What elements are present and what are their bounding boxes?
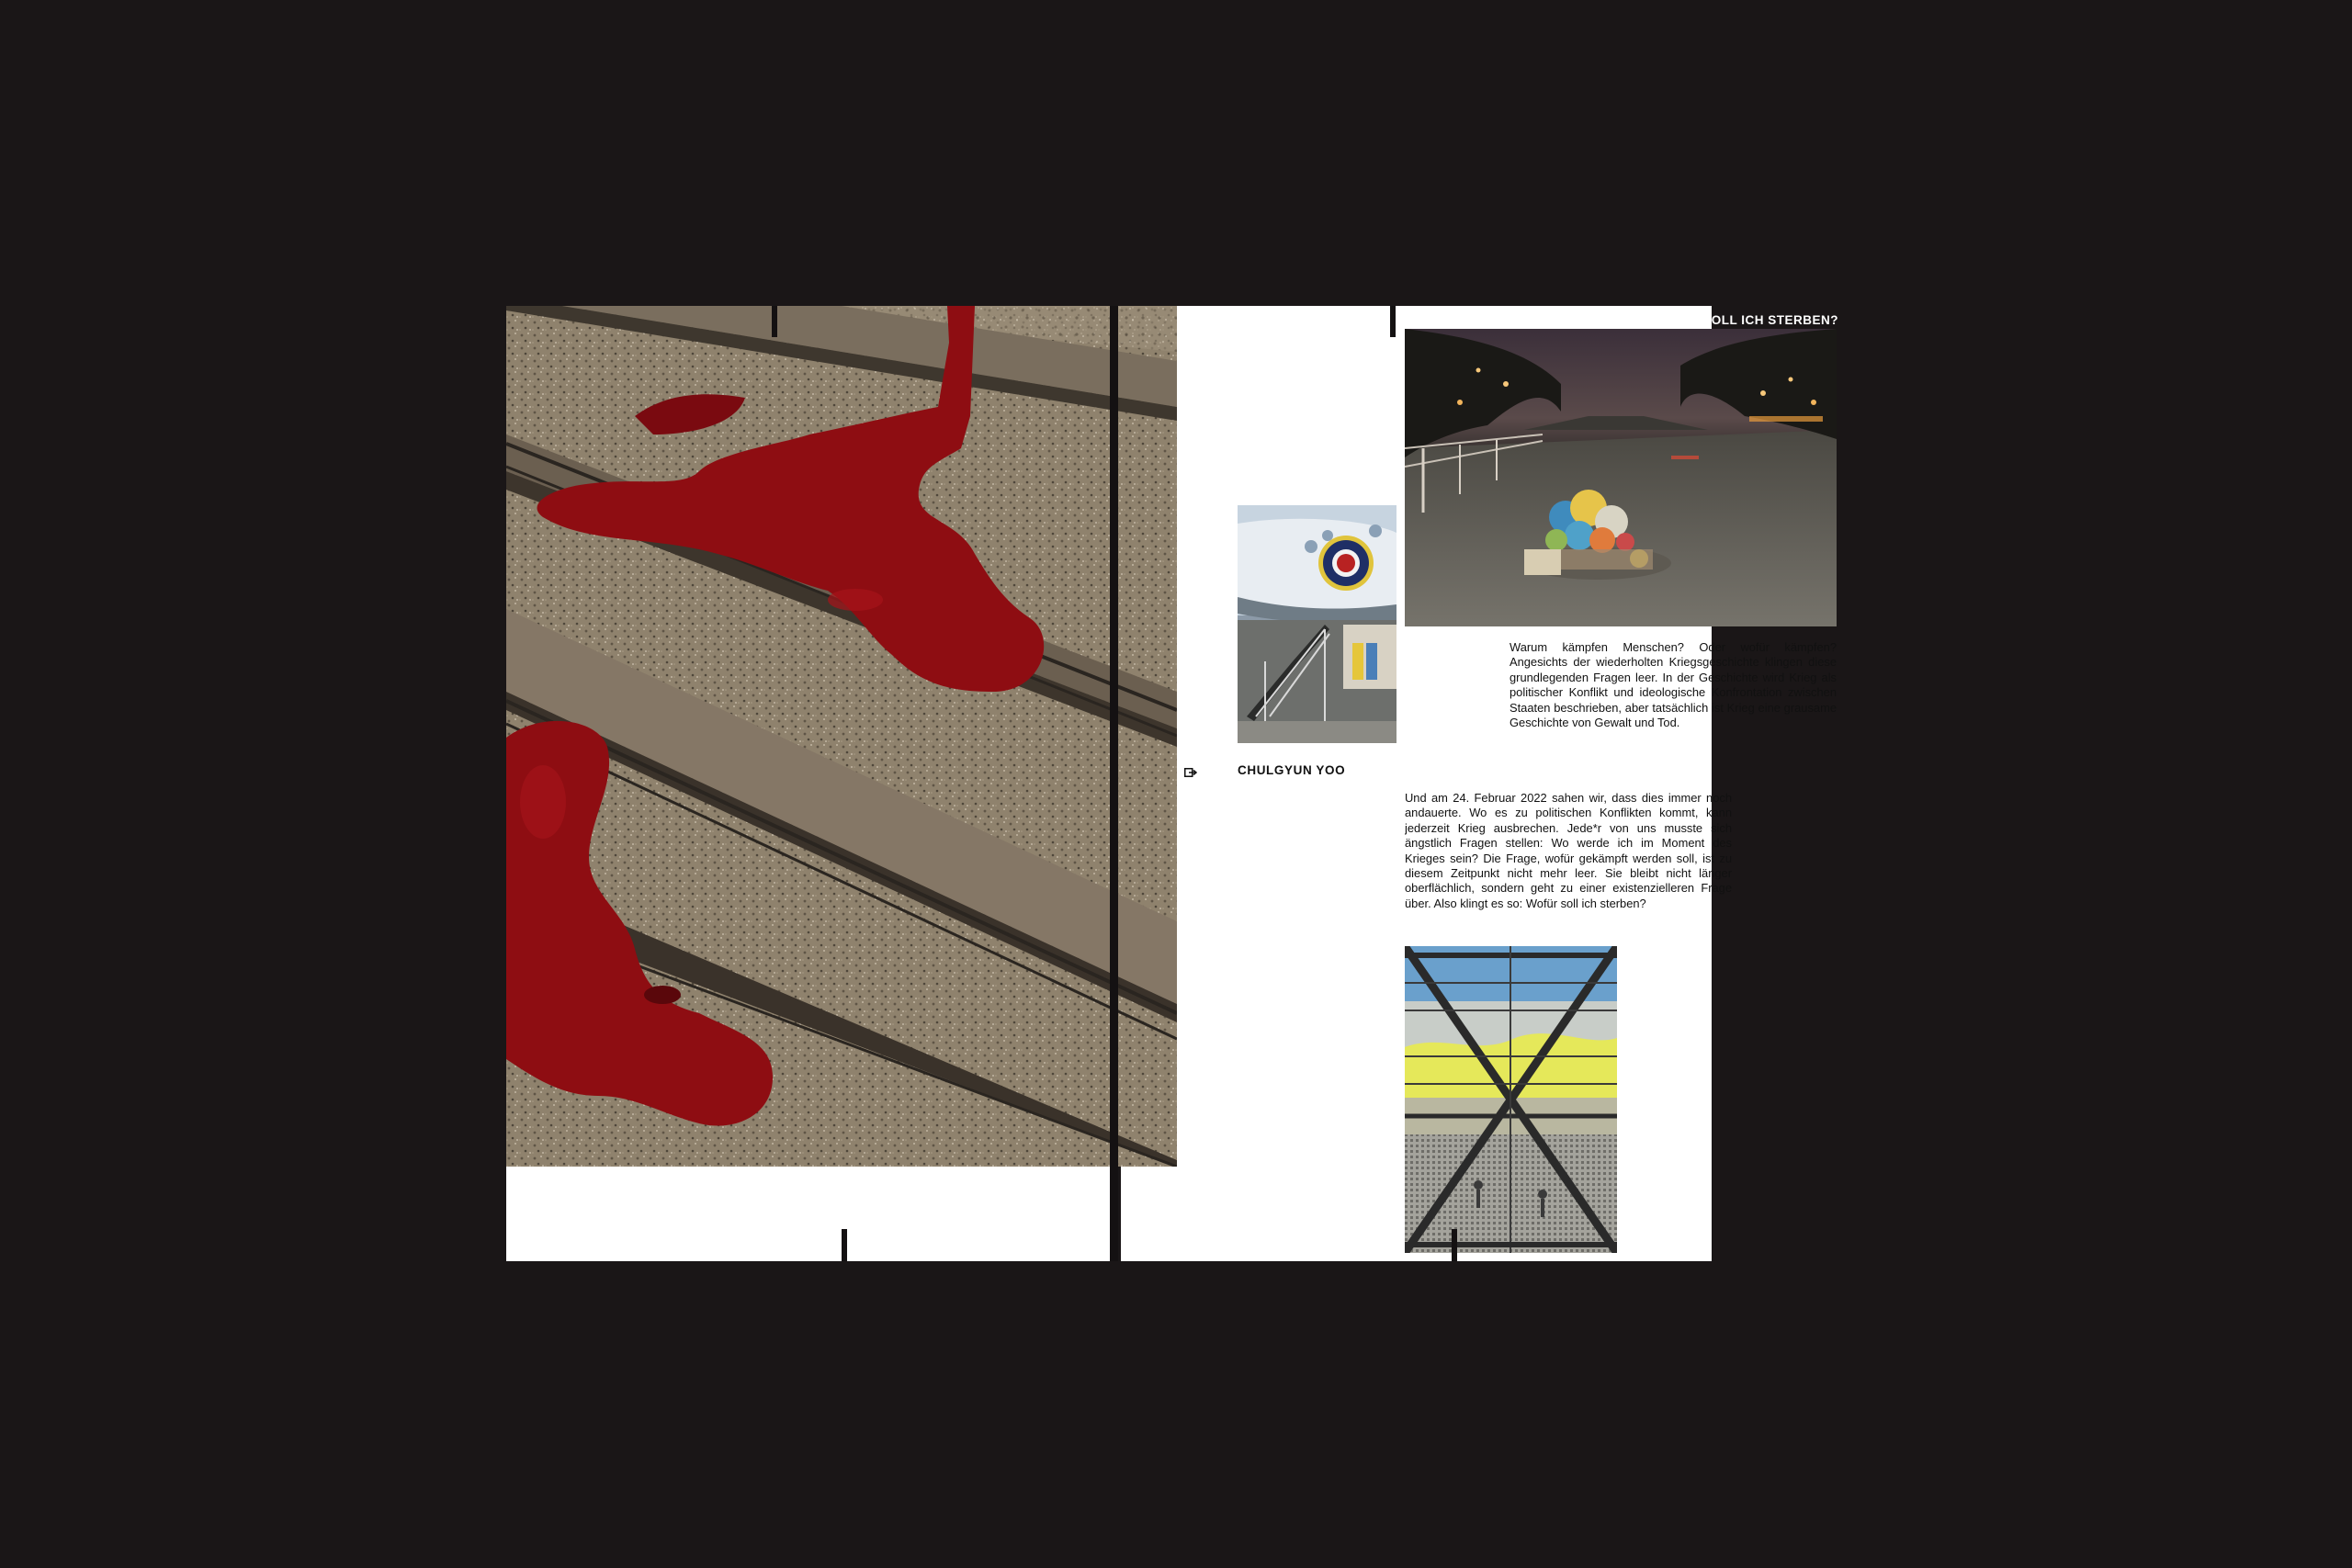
paragraph-intro: [1510, 640, 1837, 750]
tick-mark-top-right: [1390, 306, 1396, 337]
paragraph-intro-text: Warum kämpfen Menschen? Oder wofür kämpfen? Angesichts der wiederholten Kriegsgeschichte klingen diese grundlegenden Fragen leer. In der Geschichte wird Krieg als politischer Konflikt und ideologische Konfrontation zwischen Staaten beschrieben, aber tatsächlich ist Krieg eine grausame Geschichte von Gewalt und Tod.: [1510, 640, 1837, 730]
arrow-box-icon: [1184, 765, 1197, 774]
memorial-flowers-photo: [1405, 329, 1837, 626]
blood-stairs-photo: [506, 306, 1177, 1167]
author-name: CHULGYUN YOO: [1238, 763, 1346, 777]
scaffold-window-photo: [1405, 946, 1617, 1253]
tick-mark-bottom-right-overlay: [1452, 1229, 1457, 1261]
tick-mark-bottom-left: [842, 1229, 847, 1261]
running-head: WOFÜR SOLL ICH STERBEN?: [1649, 313, 1838, 327]
aircraft-photo: [1238, 505, 1396, 743]
tick-mark-top-left: [772, 306, 777, 337]
gutter-bar: [1110, 306, 1118, 1261]
paragraph-main: Und am 24. Februar 2022 sahen wir, dass dies immer noch andauerte. Wo es zu politischen Konflikten kommt, kann jederzeit Krieg ausbrechen. Jede*r von uns musste sich ängstlich Fragen stellen: Wo werde ich im Moment des Krieges sein? Die Frage, wofür gekämpft werden soll, ist zu diesem Zeitpunkt nicht mehr leer. Sie bleibt nicht länger oberflächlich, sondern geht zu einer existenzielleren Frage über. Also klingt es so: Wofür soll ich sterben?: [1405, 791, 1732, 910]
